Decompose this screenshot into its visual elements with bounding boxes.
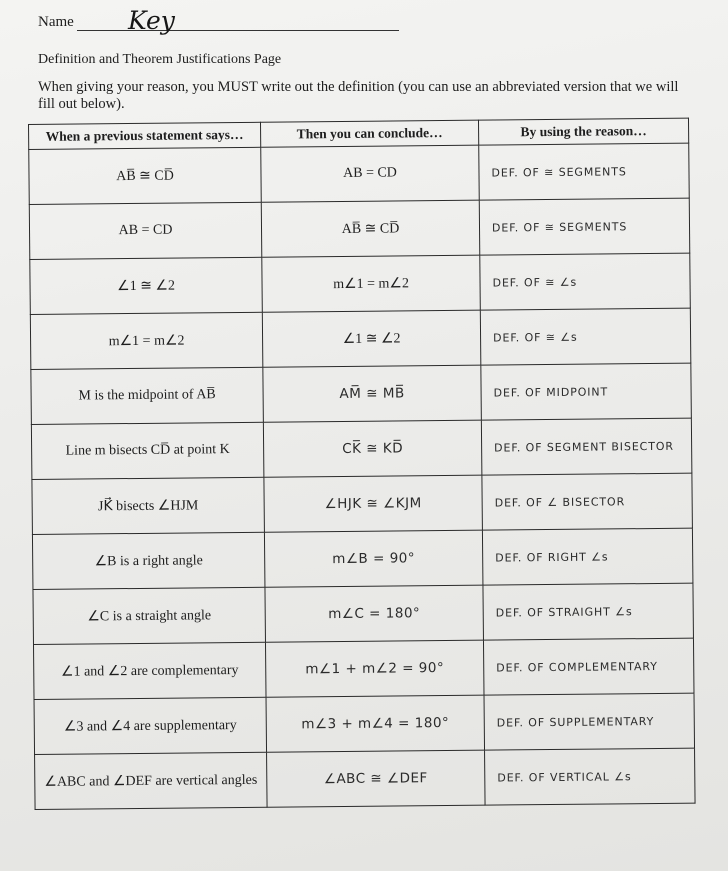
- reason-cell: DEF. OF STRAIGHT ∠s: [483, 583, 694, 640]
- statement-cell: ∠ABC and ∠DEF are vertical angles: [35, 752, 268, 809]
- conclusion-cell: CK̅ ≅ KD̅: [263, 420, 482, 477]
- conclusion-cell: ∠1 ≅ ∠2: [262, 310, 481, 367]
- column-header-conclusion: Then you can conclude…: [260, 120, 478, 147]
- reason-cell: DEF. OF ≅ SEGMENTS: [479, 143, 690, 200]
- statement-cell: ∠C is a straight angle: [33, 587, 266, 644]
- table-row: [35, 748, 695, 809]
- statement-cell: AB = CD: [29, 202, 262, 259]
- page-title: Definition and Theorem Justifications Page: [38, 52, 282, 67]
- table-row: [29, 143, 689, 204]
- statement-cell: ∠B is a right angle: [32, 532, 265, 589]
- conclusion-cell: m∠B = 90°: [264, 530, 483, 587]
- table-row: [31, 363, 691, 424]
- statement-cell: ∠1 ≅ ∠2: [30, 257, 263, 314]
- conclusion-cell: ∠ABC ≅ ∠DEF: [267, 750, 486, 807]
- statement-cell: JK⃗ bisects ∠HJM: [32, 477, 265, 534]
- name-underline: [77, 30, 399, 31]
- conclusion-cell: m∠1 + m∠2 = 90°: [265, 640, 484, 697]
- name-value: Key: [128, 6, 175, 35]
- conclusion-cell: AB = CD: [261, 145, 480, 202]
- reason-cell: DEF. OF SUPPLEMENTARY: [484, 693, 695, 750]
- table-row: [29, 198, 689, 259]
- conclusion-cell: AM̅ ≅ MB̅: [263, 365, 482, 422]
- statement-cell: Line m bisects CD̅ at point K: [31, 422, 264, 479]
- reason-cell: DEF. OF ≅ ∠s: [480, 253, 691, 310]
- table-row: [31, 418, 691, 479]
- conclusion-cell: m∠1 = m∠2: [262, 255, 481, 312]
- name-label: Name: [38, 14, 74, 30]
- conclusion-cell: ∠HJK ≅ ∠KJM: [264, 475, 483, 532]
- table-row: [32, 528, 692, 589]
- reason-cell: DEF. OF SEGMENT BISECTOR: [481, 418, 692, 475]
- table-row: [33, 583, 693, 644]
- statement-cell: ∠1 and ∠2 are complementary: [33, 642, 266, 699]
- column-header-statement: When a previous statement says…: [29, 122, 261, 149]
- conclusion-cell: AB̅ ≅ CD̅: [261, 200, 480, 257]
- reason-cell: DEF. OF RIGHT ∠s: [482, 528, 693, 585]
- statement-cell: M is the midpoint of AB̅: [31, 367, 264, 424]
- statement-cell: AB̅ ≅ CD̅: [29, 147, 262, 204]
- reason-cell: DEF. OF ∠ BISECTOR: [482, 473, 693, 530]
- instructions: When giving your reason, you MUST write out the definition (you can use an abbreviated version that we will fill out below).: [38, 79, 679, 112]
- statement-cell: m∠1 = m∠2: [30, 312, 263, 369]
- table-row: [34, 693, 694, 754]
- reason-cell: DEF. OF ≅ ∠s: [480, 308, 691, 365]
- column-header-reason: By using the reason…: [478, 118, 688, 145]
- table-row: [30, 308, 690, 369]
- reason-cell: DEF. OF COMPLEMENTARY: [483, 638, 694, 695]
- reason-cell: DEF. OF ≅ SEGMENTS: [479, 198, 690, 255]
- reason-cell: DEF. OF VERTICAL ∠s: [485, 748, 696, 805]
- justifications-table: [28, 118, 696, 810]
- table-row: [32, 473, 692, 534]
- table-row: [30, 253, 690, 314]
- conclusion-cell: m∠3 + m∠4 = 180°: [266, 695, 485, 752]
- conclusion-cell: m∠C = 180°: [265, 585, 484, 642]
- reason-cell: DEF. OF MIDPOINT: [481, 363, 692, 420]
- table-row: [33, 638, 693, 699]
- statement-cell: ∠3 and ∠4 are supplementary: [34, 697, 267, 754]
